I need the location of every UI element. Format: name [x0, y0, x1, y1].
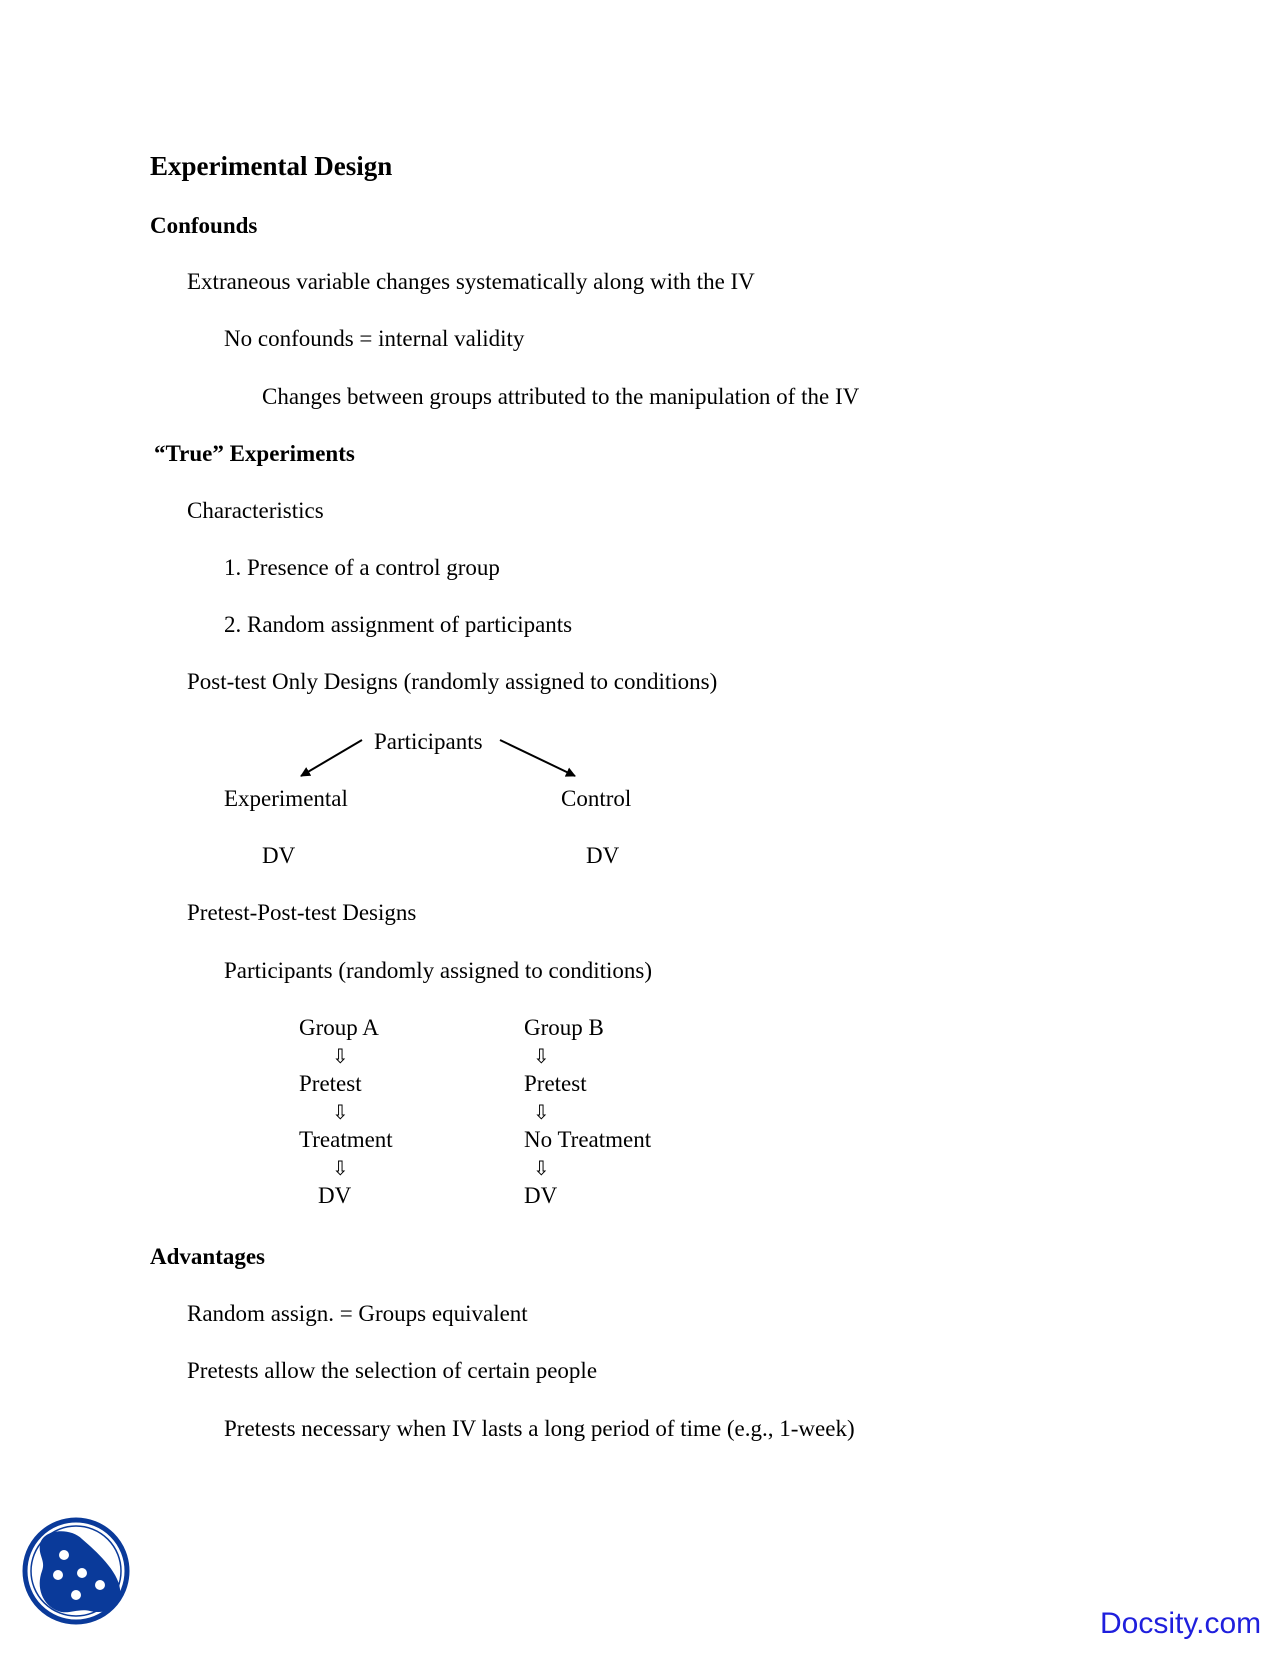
group-a-treatment: Treatment: [299, 1127, 393, 1152]
confounds-heading: Confounds: [150, 213, 258, 238]
down-arrow-icon: ⇩: [332, 1044, 349, 1068]
down-arrow-icon: ⇩: [332, 1156, 349, 1180]
confounds-line-1: Extraneous variable changes systematically along with the IV: [187, 269, 755, 294]
characteristics-label: Characteristics: [187, 498, 324, 523]
page-title: Experimental Design: [150, 151, 393, 181]
diagram-participants: Participants: [374, 729, 483, 754]
advantages-line-1: Random assign. = Groups equivalent: [187, 1301, 528, 1326]
confounds-line-3: Changes between groups attributed to the manipulation of the IV: [262, 384, 860, 409]
group-a-label: Group A: [299, 1015, 379, 1040]
group-b-pretest: Pretest: [524, 1071, 587, 1096]
down-arrow-icon: ⇩: [533, 1100, 550, 1124]
true-experiments-heading: “True” Experiments: [154, 441, 355, 466]
group-b-treatment: No Treatment: [524, 1127, 652, 1152]
advantages-heading: Advantages: [150, 1244, 266, 1269]
docsity-logo-icon: [20, 1515, 132, 1627]
docsity-brand-link[interactable]: Docsity.com: [1100, 1607, 1262, 1640]
pretest-posttest-heading: Pretest-Post-test Designs: [187, 900, 417, 925]
characteristic-item-2: 2. Random assignment of participants: [224, 612, 573, 637]
characteristic-item-1: 1. Presence of a control group: [224, 555, 500, 580]
down-arrow-icon: ⇩: [533, 1156, 550, 1180]
pretest-participants-line: Participants (randomly assigned to conditions): [224, 958, 652, 983]
group-b-dv: DV: [524, 1183, 558, 1208]
posttest-only-heading: Post-test Only Designs (randomly assigned to conditions): [187, 669, 718, 694]
diagram-experimental: Experimental: [224, 786, 348, 811]
arrow-to-control: [500, 740, 575, 776]
advantages-line-3: Pretests necessary when IV lasts a long period of time (e.g., 1-week): [224, 1416, 855, 1441]
confounds-line-2: No confounds = internal validity: [224, 326, 525, 351]
group-a-pretest: Pretest: [299, 1071, 362, 1096]
group-b-label: Group B: [524, 1015, 604, 1040]
down-arrow-icon: ⇩: [533, 1044, 550, 1068]
diagram-control: Control: [561, 786, 632, 811]
arrow-to-experimental: [301, 740, 362, 776]
down-arrow-icon: ⇩: [332, 1100, 349, 1124]
group-a-dv: DV: [318, 1183, 352, 1208]
advantages-line-2: Pretests allow the selection of certain people: [187, 1358, 598, 1383]
diagram-dv-right: DV: [586, 843, 620, 868]
diagram-dv-left: DV: [262, 843, 296, 868]
